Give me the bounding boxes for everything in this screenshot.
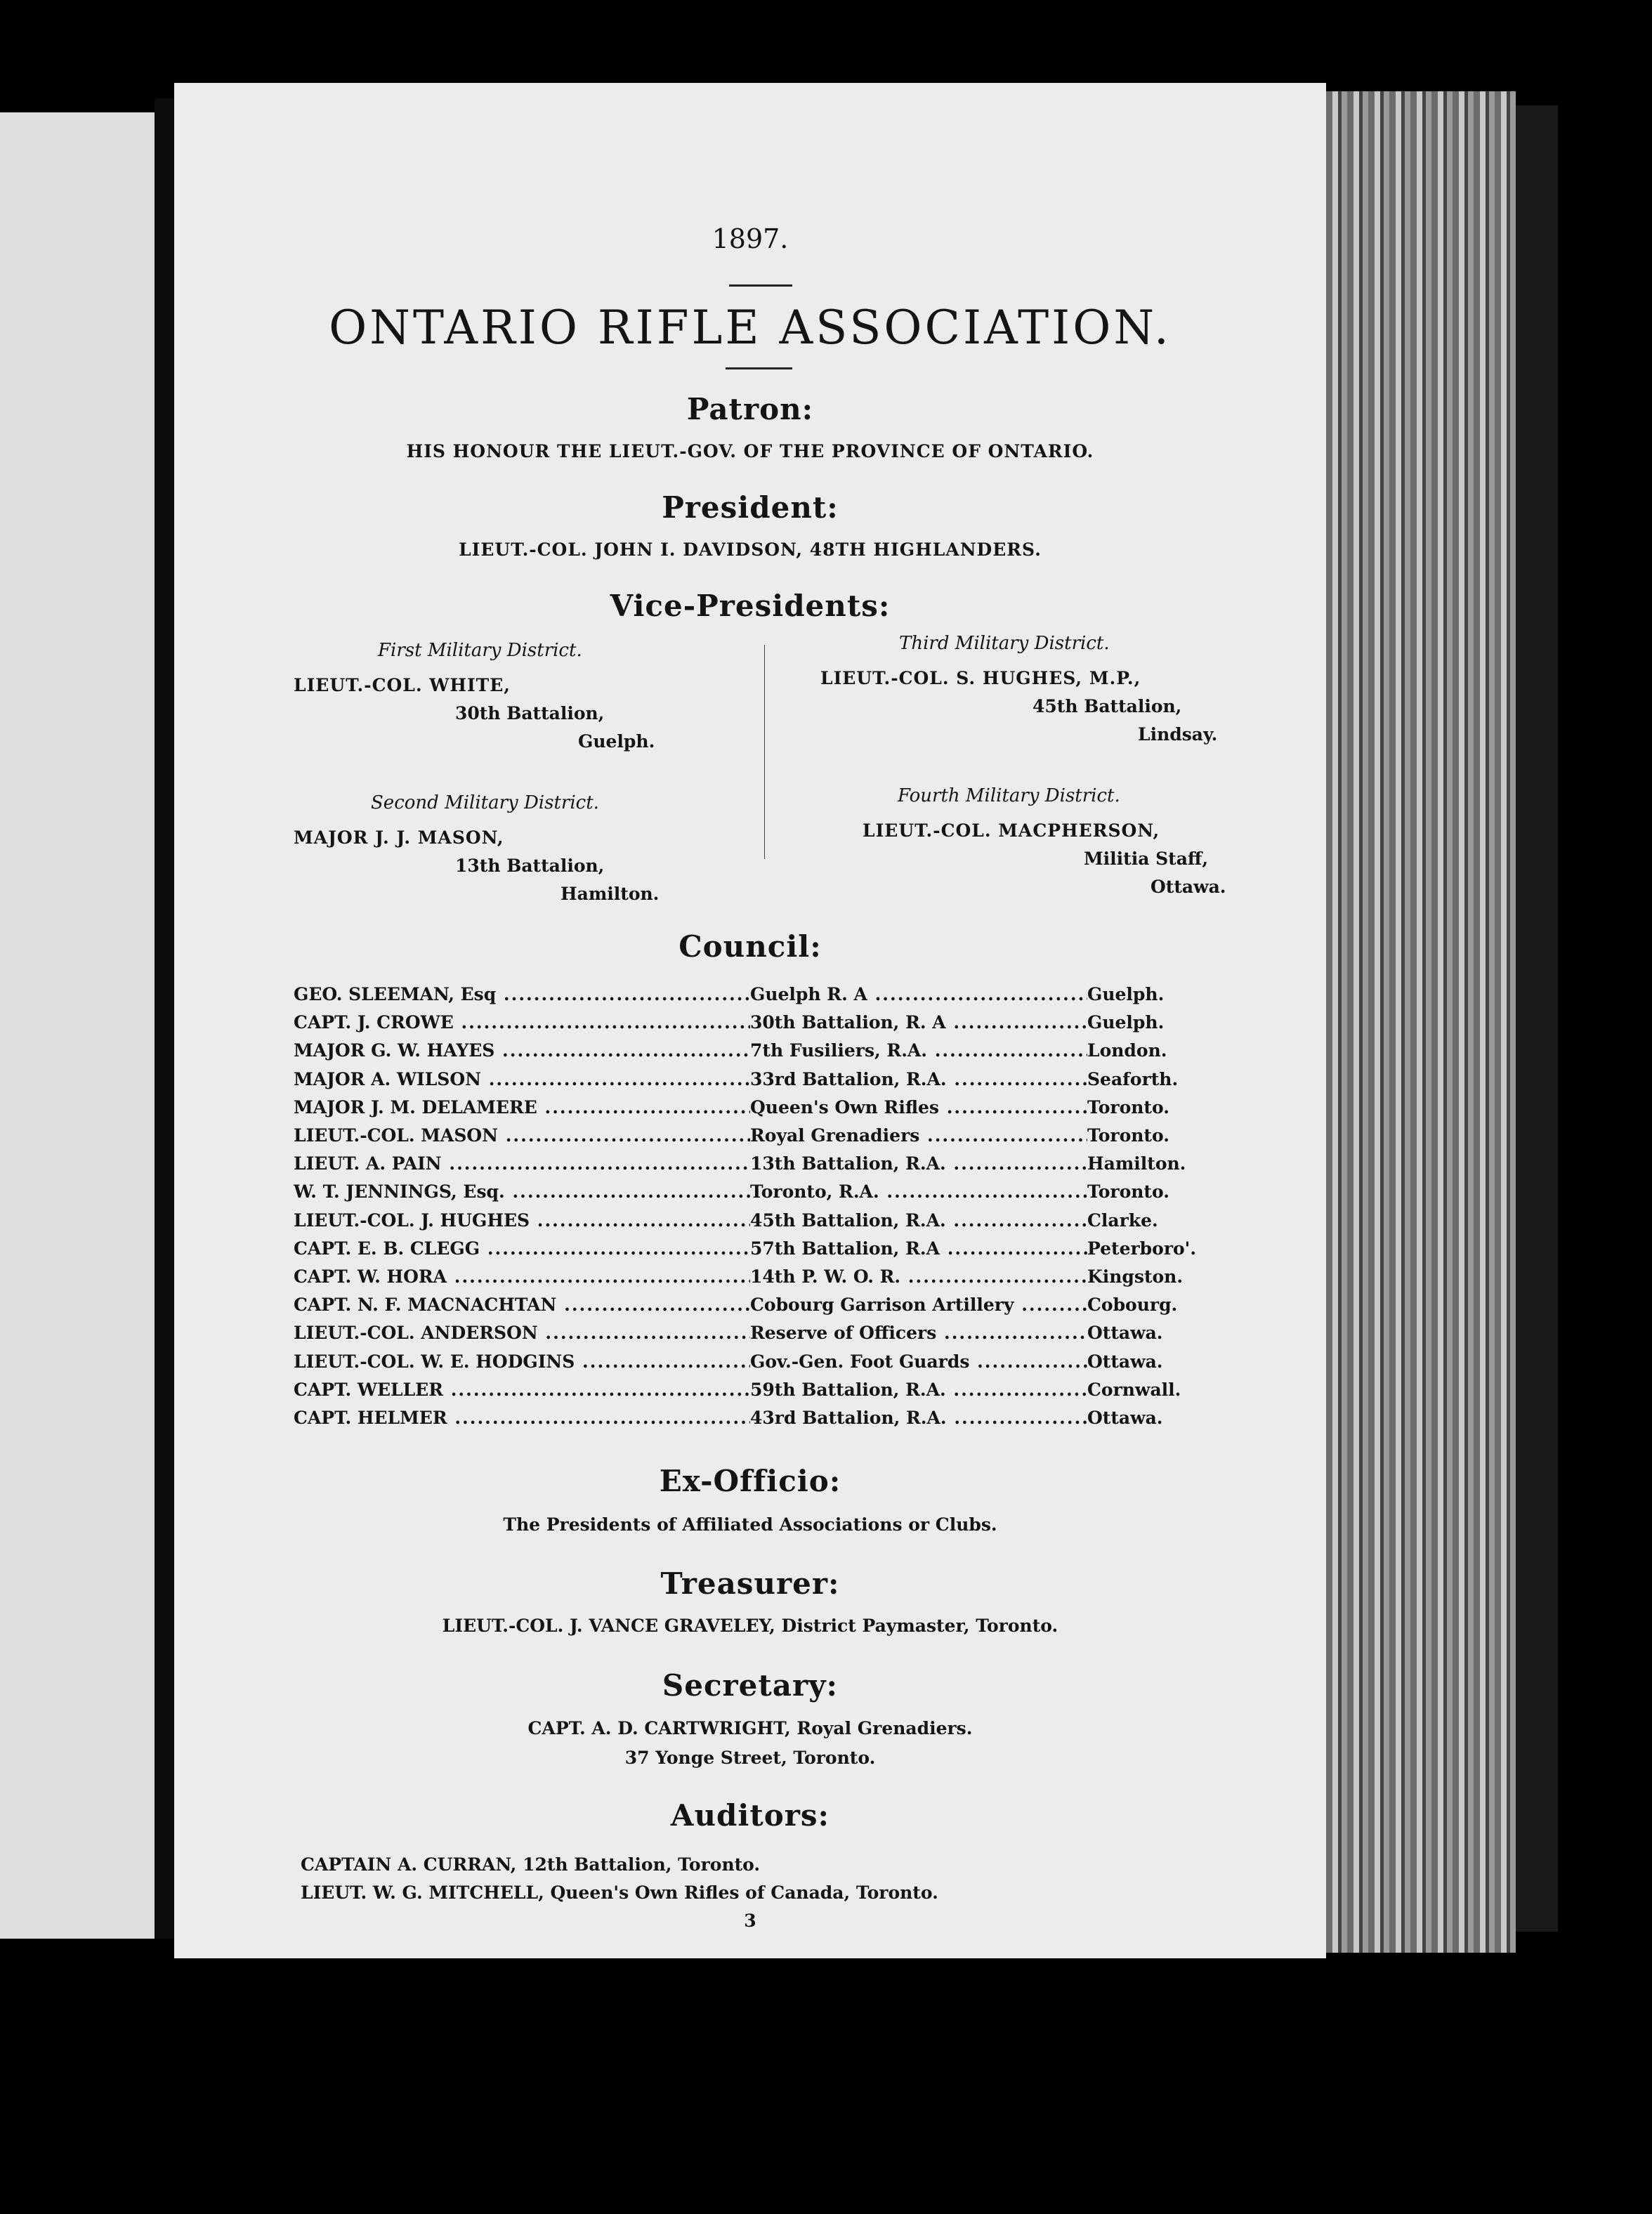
page-edges — [1326, 91, 1516, 1953]
council-heading: Council: — [678, 929, 822, 964]
council-name-cell — [294, 1040, 750, 1061]
council-unit: Reserve of Officers — [750, 1323, 937, 1344]
council-unit: Queen's Own Rifles — [750, 1096, 939, 1118]
council-name-cell — [294, 1181, 750, 1202]
vp-name-2: MAJOR J. J. MASON, — [294, 827, 504, 848]
council-place-cell — [1087, 1210, 1249, 1231]
council-name: LIEUT.-COL. W. E. HODGINS — [294, 1351, 575, 1372]
council-place-cell — [1087, 984, 1249, 1004]
vp-district-4: Fourth Military District. — [898, 785, 1120, 806]
council-name: W. T. JENNINGS, Esq. — [294, 1181, 505, 1203]
council-name: GEO. SLEEMAN, Esq — [294, 984, 497, 1004]
vp-district-3: Third Military District. — [899, 633, 1110, 654]
council-unit: 14th P. W. O. R. — [750, 1266, 901, 1287]
council-row — [294, 1238, 1249, 1266]
council-name-cell — [294, 1323, 750, 1343]
council-name-cell — [294, 1153, 750, 1174]
council-place: Toronto. — [1087, 1181, 1169, 1203]
document-page — [174, 83, 1326, 1958]
council-name-cell — [294, 1351, 750, 1372]
council-place: Guelph. — [1087, 1012, 1165, 1033]
council-place: Toronto. — [1087, 1096, 1169, 1118]
council-name: CAPT. HELMER — [294, 1408, 447, 1428]
council-unit-cell — [750, 1351, 1094, 1372]
council-unit: 57th Battalion, R.A — [750, 1238, 940, 1259]
council-name: MAJOR G. W. HAYES — [294, 1040, 495, 1061]
council-name: CAPT. WELLER — [294, 1379, 444, 1400]
vp-unit-3: 45th Battalion, — [1032, 696, 1182, 716]
vice-presidents-heading: Vice-Presidents: — [610, 589, 891, 623]
council-place-cell — [1087, 1181, 1249, 1202]
council-unit: 7th Fusiliers, R.A. — [750, 1040, 928, 1061]
council-place: Toronto. — [1087, 1125, 1169, 1146]
council-row — [294, 1295, 1249, 1323]
council-row — [294, 1125, 1249, 1153]
council-unit: Gov.-Gen. Foot Guards — [750, 1351, 970, 1372]
council-place: Cornwall. — [1087, 1379, 1181, 1400]
council-unit-cell — [750, 1380, 1094, 1400]
council-name-cell — [294, 1097, 750, 1118]
vp-place-2: Hamilton. — [560, 884, 660, 904]
auditor-line-1: CAPTAIN A. CURRAN, 12th Battalion, Toronto. — [301, 1854, 761, 1875]
book-gutter — [155, 98, 174, 1939]
page-title: ONTARIO RIFLE ASSOCIATION. — [329, 301, 1172, 355]
vp-unit-1: 30th Battalion, — [455, 703, 605, 723]
council-place-cell — [1087, 1408, 1249, 1428]
council-unit: 45th Battalion, R.A. — [750, 1210, 946, 1231]
council-place-cell — [1087, 1097, 1249, 1118]
council-place: Ottawa. — [1087, 1408, 1163, 1428]
council-row — [294, 1181, 1249, 1210]
council-place: Ottawa. — [1087, 1323, 1163, 1344]
vp-district-2: Second Military District. — [371, 792, 599, 813]
council-place-cell — [1087, 1351, 1249, 1372]
council-place: Cobourg. — [1087, 1295, 1178, 1316]
rule-top — [729, 284, 792, 287]
column-divider — [764, 645, 765, 859]
council-unit-cell — [750, 1125, 1094, 1146]
council-row — [294, 1069, 1249, 1097]
council-place-cell — [1087, 1040, 1249, 1061]
rule-bottom — [726, 367, 792, 369]
council-place-cell — [1087, 1295, 1249, 1315]
patron-heading: Patron: — [686, 392, 814, 426]
council-unit-cell — [750, 1153, 1094, 1174]
council-row — [294, 1153, 1249, 1181]
vp-name-4: LIEUT.-COL. MACPHERSON, — [863, 820, 1160, 841]
vp-unit-2: 13th Battalion, — [455, 856, 605, 876]
treasurer-heading: Treasurer: — [660, 1566, 840, 1601]
ex-officio-heading: Ex-Officio: — [659, 1464, 841, 1498]
patron-text: HIS HONOUR THE LIEUT.-GOV. OF THE PROVINCE OF ONTARIO. — [406, 441, 1094, 461]
council-unit-cell — [750, 1069, 1094, 1089]
council-row — [294, 984, 1249, 1012]
council-name-cell — [294, 1069, 750, 1089]
page-number: 3 — [744, 1911, 756, 1931]
council-name: MAJOR J. M. DELAMERE — [294, 1096, 537, 1118]
council-unit-cell — [750, 1210, 1094, 1231]
vp-place-4: Ottawa. — [1150, 877, 1226, 897]
council-unit: Toronto, R.A. — [750, 1181, 879, 1203]
council-name-cell — [294, 1012, 750, 1033]
council-unit-cell — [750, 1408, 1094, 1428]
council-row — [294, 1097, 1249, 1125]
council-place: Ottawa. — [1087, 1351, 1163, 1372]
council-row — [294, 1266, 1249, 1295]
council-name-cell — [294, 1125, 750, 1146]
council-place-cell — [1087, 1323, 1249, 1343]
council-row — [294, 1040, 1249, 1068]
council-row — [294, 1210, 1249, 1238]
council-name-cell — [294, 1295, 750, 1315]
council-place: Kingston. — [1087, 1266, 1184, 1287]
council-unit: 43rd Battalion, R.A. — [750, 1408, 947, 1428]
council-name: LIEUT.-COL. J. HUGHES — [294, 1210, 530, 1231]
council-place-cell — [1087, 1153, 1249, 1174]
council-row — [294, 1351, 1249, 1380]
council-name: LIEUT. A. PAIN — [294, 1153, 442, 1174]
council-place-cell — [1087, 1380, 1249, 1400]
council-row — [294, 1323, 1249, 1351]
book-cover-edge — [1516, 105, 1558, 1932]
council-unit-cell — [750, 1266, 1094, 1287]
council-unit-cell — [750, 984, 1094, 1004]
council-unit: Cobourg Garrison Artillery — [750, 1295, 1014, 1316]
council-unit-cell — [750, 1012, 1094, 1033]
council-unit-cell — [750, 1238, 1094, 1259]
auditor-line-2: LIEUT. W. G. MITCHELL, Queen's Own Rifles of Canada, Toronto. — [301, 1882, 938, 1903]
council-unit: 13th Battalion, R.A. — [750, 1153, 946, 1174]
council-place-cell — [1087, 1238, 1249, 1259]
vp-district-1: First Military District. — [378, 640, 582, 661]
secretary-line-2: 37 Yonge Street, Toronto. — [624, 1748, 876, 1768]
secretary-heading: Secretary: — [662, 1668, 839, 1703]
president-heading: President: — [662, 490, 839, 525]
secretary-line-1: CAPT. A. D. CARTWRIGHT, Royal Grenadiers. — [527, 1718, 973, 1738]
vp-name-1: LIEUT.-COL. WHITE, — [294, 675, 511, 695]
council-place-cell — [1087, 1125, 1249, 1146]
council-name-cell — [294, 1408, 750, 1428]
vp-place-3: Lindsay. — [1138, 724, 1218, 745]
council-name: CAPT. W. HORA — [294, 1266, 447, 1287]
council-unit-cell — [750, 1181, 1094, 1202]
vp-place-1: Guelph. — [578, 731, 655, 752]
council-unit: Royal Grenadiers — [750, 1125, 920, 1146]
facing-page — [0, 112, 155, 1939]
council-unit-cell — [750, 1097, 1094, 1118]
council-unit-cell — [750, 1040, 1094, 1061]
year: 1897. — [712, 223, 789, 254]
council-name-cell — [294, 984, 750, 1004]
council-place: Clarke. — [1087, 1210, 1158, 1231]
council-row — [294, 1408, 1249, 1436]
council-row — [294, 1380, 1249, 1408]
council-unit-cell — [750, 1295, 1094, 1315]
council-unit-cell — [750, 1323, 1094, 1343]
council-name-cell — [294, 1380, 750, 1400]
ex-officio-text: The Presidents of Affiliated Associations or Clubs. — [503, 1514, 997, 1535]
council-name: LIEUT.-COL. ANDERSON — [294, 1323, 538, 1344]
council-unit: 30th Battalion, R. A — [750, 1012, 946, 1033]
council-unit: Guelph R. A — [750, 984, 867, 1004]
council-unit: 59th Battalion, R.A. — [750, 1379, 946, 1400]
council-place: Guelph. — [1087, 984, 1165, 1004]
council-name: LIEUT.-COL. MASON — [294, 1125, 499, 1146]
vp-name-3: LIEUT.-COL. S. HUGHES, M.P., — [820, 668, 1141, 688]
council-place-cell — [1087, 1266, 1249, 1287]
council-name: CAPT. E. B. CLEGG — [294, 1238, 480, 1259]
treasurer-text: LIEUT.-COL. J. VANCE GRAVELEY, District Paymaster, Toronto. — [442, 1616, 1058, 1636]
council-place-cell — [1087, 1069, 1249, 1089]
auditors-heading: Auditors: — [670, 1798, 830, 1833]
council-place: Peterboro'. — [1087, 1238, 1197, 1259]
council-name: CAPT. J. CROWE — [294, 1012, 454, 1033]
council-name: CAPT. N. F. MACNACHTAN — [294, 1295, 557, 1316]
council-name: MAJOR A. WILSON — [294, 1068, 481, 1089]
council-name-cell — [294, 1266, 750, 1287]
council-place-cell — [1087, 1012, 1249, 1033]
council-row — [294, 1012, 1249, 1040]
council-place: Seaforth. — [1087, 1068, 1179, 1089]
council-place: London. — [1087, 1040, 1167, 1061]
council-name-cell — [294, 1238, 750, 1259]
president-text: LIEUT.-COL. JOHN I. DAVIDSON, 48TH HIGHLANDERS. — [459, 539, 1042, 560]
council-place: Hamilton. — [1087, 1153, 1186, 1174]
council-unit: 33rd Battalion, R.A. — [750, 1068, 947, 1089]
vp-unit-4: Militia Staff, — [1084, 849, 1209, 869]
council-name-cell — [294, 1210, 750, 1231]
